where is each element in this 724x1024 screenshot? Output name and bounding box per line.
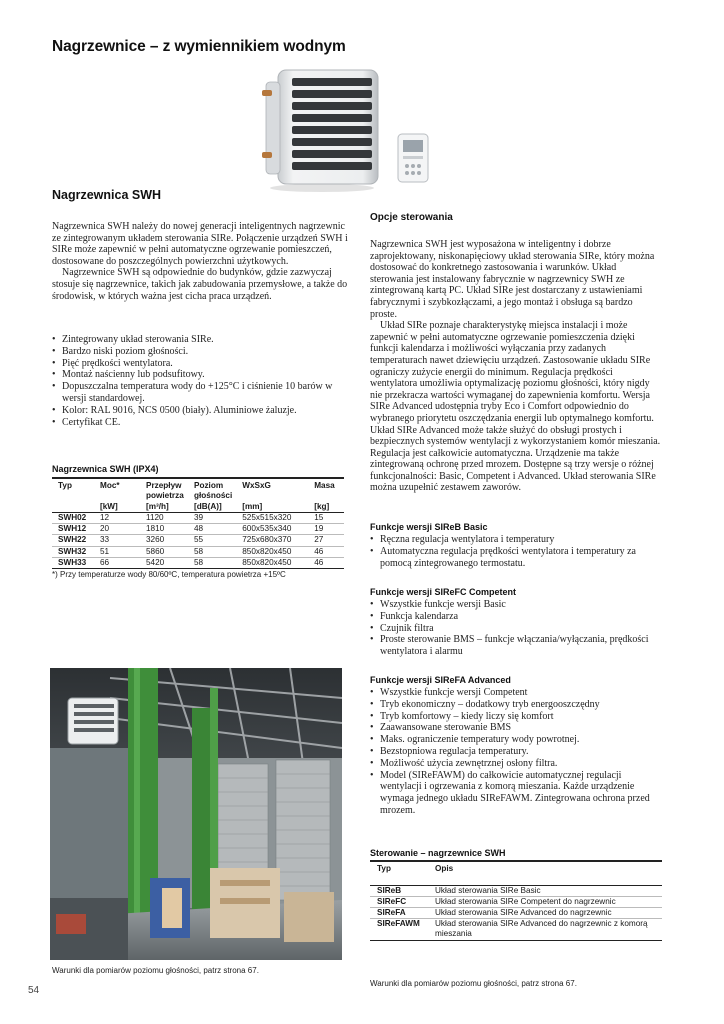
table-cell: Układ sterowania SIRe Basic	[428, 885, 662, 896]
section-heading-control-options: Opcje sterowania	[370, 212, 453, 223]
section-heading-swh: Nagrzewnica SWH	[52, 188, 162, 202]
table-cell: 66	[92, 557, 138, 568]
table-row	[370, 885, 662, 896]
list-item: • Kolor: RAL 9016, NCS 0500 (biały). Aluminiowe żaluzje.	[52, 405, 348, 417]
table-cell: 5860	[138, 546, 186, 557]
table-cell: 850x820x450	[234, 557, 306, 568]
column-header: Typ	[370, 861, 428, 885]
warehouse-photo	[50, 668, 342, 960]
list-item: • Ręczna regulacja wentylatora i temperatury	[370, 534, 660, 546]
unit-cell: [kg]	[306, 501, 344, 513]
column-header: Typ	[52, 478, 92, 501]
table-cell: 525x515x320	[234, 513, 306, 524]
control-paragraph-1: Nagrzewnica SWH jest wyposażona w inteligentny i dobrze zaprojektowany, niskonapięciowy układ sterowania SIRe, który można dostosować do konkretnego zastosowania i warunków. Układ sterowania jest instalowany fabrycznie w nagrzewnicy SWH ze zintegrowaną kartą PC. Układ SIRe jest dostarczany z ustawieniami fabrycznymi i szybkozłączami, a jego montaż i obsługa są bardzo proste.	[370, 239, 655, 320]
table-cell: 725x680x370	[234, 535, 306, 546]
table-cell: 3260	[138, 535, 186, 546]
competent-functions-list	[370, 599, 660, 658]
list-item: • Proste sterowanie BMS – funkcje włączania/wyłączania, prędkości wentylatora i alarmu	[370, 634, 660, 658]
table-cell: SIReFC	[370, 896, 428, 907]
intro-paragraph-2: Nagrzewnice SWH są odpowiednie do budynków, gdzie zazwyczaj stosuje się nagrzewnice, takich jak zabudowania przemysłowe, a także do środowisk, w których ważna jest cicha praca urządzeń.	[52, 267, 348, 302]
table-row	[52, 546, 344, 557]
table-cell: 12	[92, 513, 138, 524]
spec-table	[52, 477, 344, 569]
unit-cell: [mm]	[234, 501, 306, 513]
table-cell: SWH32	[52, 546, 92, 557]
table-cell: 55	[186, 535, 234, 546]
table-cell: 1120	[138, 513, 186, 524]
list-item: • Automatyczna regulacja prędkości wentylatora i temperatury za pomocą zintegrowanego termostatu.	[370, 546, 660, 570]
table-cell: Układ sterowania SIRe Advanced do nagrzewnic	[428, 907, 662, 918]
table-cell: SWH33	[52, 557, 92, 568]
column-header: Masa	[306, 478, 344, 501]
table-cell: Układ sterowania SIRe Advanced do nagrzewnic z komorą mieszania	[428, 919, 662, 940]
control-paragraph-2: Układ SIRe poznaje charakterystykę miejsca instalacji i może zapewnić w pełni automatyczne ogrzewanie pomieszczenia dzięki funkcji kalendarza i możliwości wyłączania przy zadanych temperaturach nawet dziewięciu urządzeń. Zastosowanie układu SIRe ograniczy zużycie energii do minimum. Regulacja prędkości wentylatora umożliwia optymalizację poziomu głośności, który nigdy nie przekracza wartości wymaganej do zapewnienia komfortu. Wersja SIRe Advanced udostępnia tryby Eco i Comfort odpowiednio do wybranego priorytetu oszczędzania energii lub optymalnego komfortu. Układ SIRe Advanced może także służyć do obsługi prostych i bezpiecznych systemów wentylacji z wykorzystaniem komór mieszania. Regulacja jest całkowicie automatyczna. Urządzenie ma także zintegrowaną ochronę przed mrozem. Dostępne są trzy wersje o różnej funkcjonalności: Basic, Competent i Advanced. Układ sterowania SIRe można uzupełnić zestawem zaworów.	[370, 320, 661, 494]
table-cell: SIReFA	[370, 907, 428, 918]
table-footnote: *) Przy temperaturze wody 80/60ºC, temperatura powietrza +15ºC	[52, 570, 286, 579]
intro-paragraph-1: Nagrzewnica SWH należy do nowej generacji inteligentnych nagrzewnic ze zintegrowanym układem sterowania SIRe. Połączenie urządzeń SWH i SIRe może zapewnić w pełni automatyczne ogrzewanie pomieszczeń, dostosowane do poszczególnych powierzchni użytkowych.	[52, 221, 348, 267]
table-row	[52, 513, 344, 524]
list-item: • Maks. ograniczenie temperatury wody powrotnej.	[370, 734, 660, 746]
control-table-title: Sterowanie – nagrzewnice SWH	[370, 848, 506, 858]
list-item: • Zintegrowany układ sterowania SIRe.	[52, 334, 348, 346]
table-cell: 58	[186, 557, 234, 568]
table-cell: SWH02	[52, 513, 92, 524]
table-cell: 19	[306, 524, 344, 535]
advanced-functions-heading: Funkcje wersji SIReFA Advanced	[370, 675, 511, 685]
list-item: • Wszystkie funkcje wersji Competent	[370, 687, 660, 699]
list-item: • Model (SIReFAWM) do całkowicie automatycznej regulacji wentylacji i ogrzewania z komorą mieszania. Każde urządzenie wymaga jednego układu SIReFAWM. Zintegrowana ochrona przed mrozem.	[370, 770, 660, 817]
page-number: 54	[28, 985, 40, 996]
table-row	[370, 907, 662, 918]
column-header: Moc*	[92, 478, 138, 501]
table-cell: 39	[186, 513, 234, 524]
table-cell: 27	[306, 535, 344, 546]
features-list	[52, 334, 348, 428]
list-item: • Certyfikat CE.	[52, 417, 348, 429]
column-header: Opis	[428, 861, 662, 885]
unit-cell: [kW]	[92, 501, 138, 513]
table-cell: 5420	[138, 557, 186, 568]
list-item: • Tryb komfortowy – kiedy liczy się komfort	[370, 711, 660, 723]
table-cell: 48	[186, 524, 234, 535]
list-item: • Funkcja kalendarza	[370, 611, 660, 623]
unit-cell: [dB(A)]	[186, 501, 234, 513]
column-header: WxSxG	[234, 478, 306, 501]
table-row	[370, 896, 662, 907]
right-footnote: Warunki dla pomiarów poziomu głośności, patrz strona 67.	[370, 979, 577, 988]
table-cell: 850x820x450	[234, 546, 306, 557]
controller-panel-image	[398, 134, 428, 182]
list-item: • Bezstopniowa regulacja temperatury.	[370, 746, 660, 758]
list-item: • Wszystkie funkcje wersji Basic	[370, 599, 660, 611]
list-item: • Bardzo niski poziom głośności.	[52, 346, 348, 358]
list-item: • Dopuszczalna temperatura wody do +125°C i ciśnienie 10 barów w wersji standardowej.	[52, 381, 348, 405]
control-table	[370, 860, 662, 941]
competent-functions-heading: Funkcje wersji SIReFC Competent	[370, 587, 517, 597]
table-cell: 600x535x340	[234, 524, 306, 535]
table-cell: 1810	[138, 524, 186, 535]
list-item: • Zaawansowane sterowanie BMS	[370, 722, 660, 734]
advanced-functions-list	[370, 687, 660, 817]
table-cell: 20	[92, 524, 138, 535]
list-item: • Tryb ekonomiczny – dodatkowy tryb energooszczędny	[370, 699, 660, 711]
table-cell: SIReB	[370, 885, 428, 896]
table-cell: SWH22	[52, 535, 92, 546]
list-item: • Możliwość użycia zewnętrznej osłony filtra.	[370, 758, 660, 770]
unit-cell	[52, 501, 92, 513]
column-header: Przepływ powietrza	[138, 478, 186, 501]
table-cell: 46	[306, 557, 344, 568]
unit-cell: [m³/h]	[138, 501, 186, 513]
basic-functions-heading: Funkcje wersji SIReB Basic	[370, 522, 488, 532]
list-item: • Montaż naścienny lub podsufitowy.	[52, 369, 348, 381]
control-description	[370, 239, 662, 494]
list-item: • Czujnik filtra	[370, 623, 660, 635]
spec-table-title: Nagrzewnica SWH (IPX4)	[52, 464, 159, 474]
table-cell: Układ sterowania SIRe Competent do nagrzewnic	[428, 896, 662, 907]
page-title: Nagrzewnice – z wymiennikiem wodnym	[52, 38, 346, 55]
table-cell: 58	[186, 546, 234, 557]
basic-functions-list	[370, 534, 660, 569]
table-row	[370, 919, 662, 940]
table-cell: 33	[92, 535, 138, 546]
table-cell: 51	[92, 546, 138, 557]
heater-product-image	[262, 64, 450, 194]
photo-caption: Warunki dla pomiarów poziomu głośności, patrz strona 67.	[52, 966, 259, 975]
table-cell: 46	[306, 546, 344, 557]
table-row	[52, 535, 344, 546]
table-cell: SWH12	[52, 524, 92, 535]
table-cell: SIReFAWM	[370, 919, 428, 940]
intro-text	[52, 221, 350, 302]
table-cell: 15	[306, 513, 344, 524]
list-item: • Pięć prędkości wentylatora.	[52, 358, 348, 370]
column-header: Poziom głośności	[186, 478, 234, 501]
table-row	[52, 524, 344, 535]
table-row	[52, 557, 344, 568]
